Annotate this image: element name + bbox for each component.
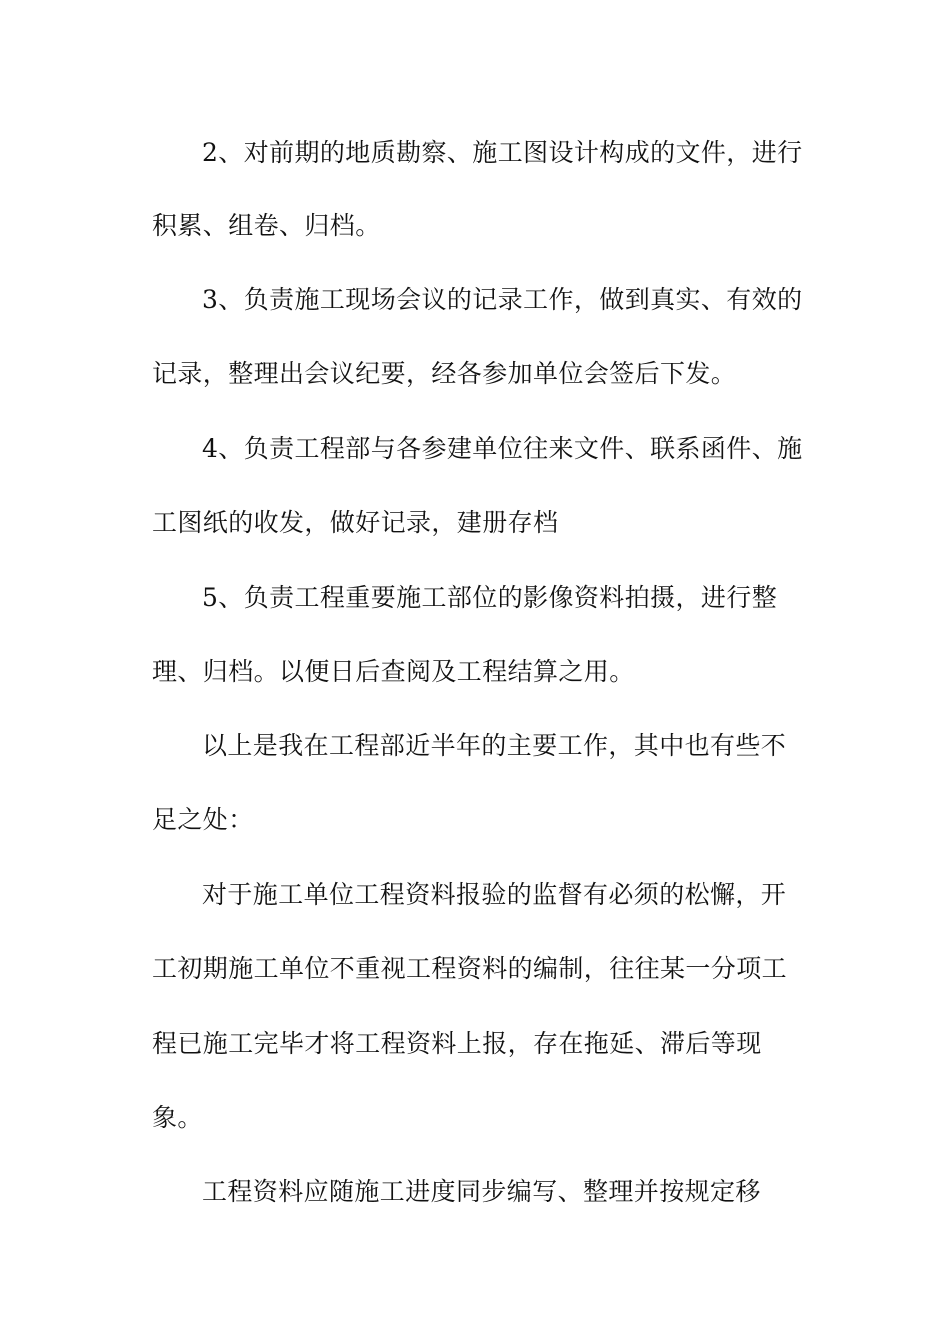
paragraph-line: 对于施工单位工程资料报验的监督有必须的松懈，开 [202, 880, 787, 909]
paragraph-line: 3、负责施工现场会议的记录工作，做到真实、有效的 [202, 285, 803, 314]
paragraph-line: 工图纸的收发，做好记录，建册存档 [152, 508, 559, 537]
paragraph-line: 程已施工完毕才将工程资料上报，存在拖延、滞后等现 [152, 1029, 762, 1058]
paragraph-line: 4、负责工程部与各参建单位往来文件、联系函件、施 [202, 434, 803, 463]
paragraph-line: 工程资料应随施工进度同步编写、整理并按规定移 [202, 1177, 761, 1206]
paragraph-line: 工初期施工单位不重视工程资料的编制，往往某一分项工 [152, 954, 788, 983]
paragraph-line: 记录，整理出会议纪要，经各参加单位会签后下发。 [152, 359, 737, 388]
paragraph-line: 5、负责工程重要施工部位的影像资料拍摄，进行整 [202, 583, 778, 612]
paragraph-line: 以上是我在工程部近半年的主要工作，其中也有些不 [202, 731, 787, 760]
paragraph-line: 象。 [152, 1103, 203, 1132]
paragraph-line: 积累、组卷、归档。 [152, 211, 381, 240]
paragraph-line: 2、对前期的地质勘察、施工图设计构成的文件，进行 [202, 138, 803, 167]
paragraph-line: 理、归档。以便日后查阅及工程结算之用。 [152, 657, 635, 686]
paragraph-line: 足之处： [152, 805, 254, 834]
